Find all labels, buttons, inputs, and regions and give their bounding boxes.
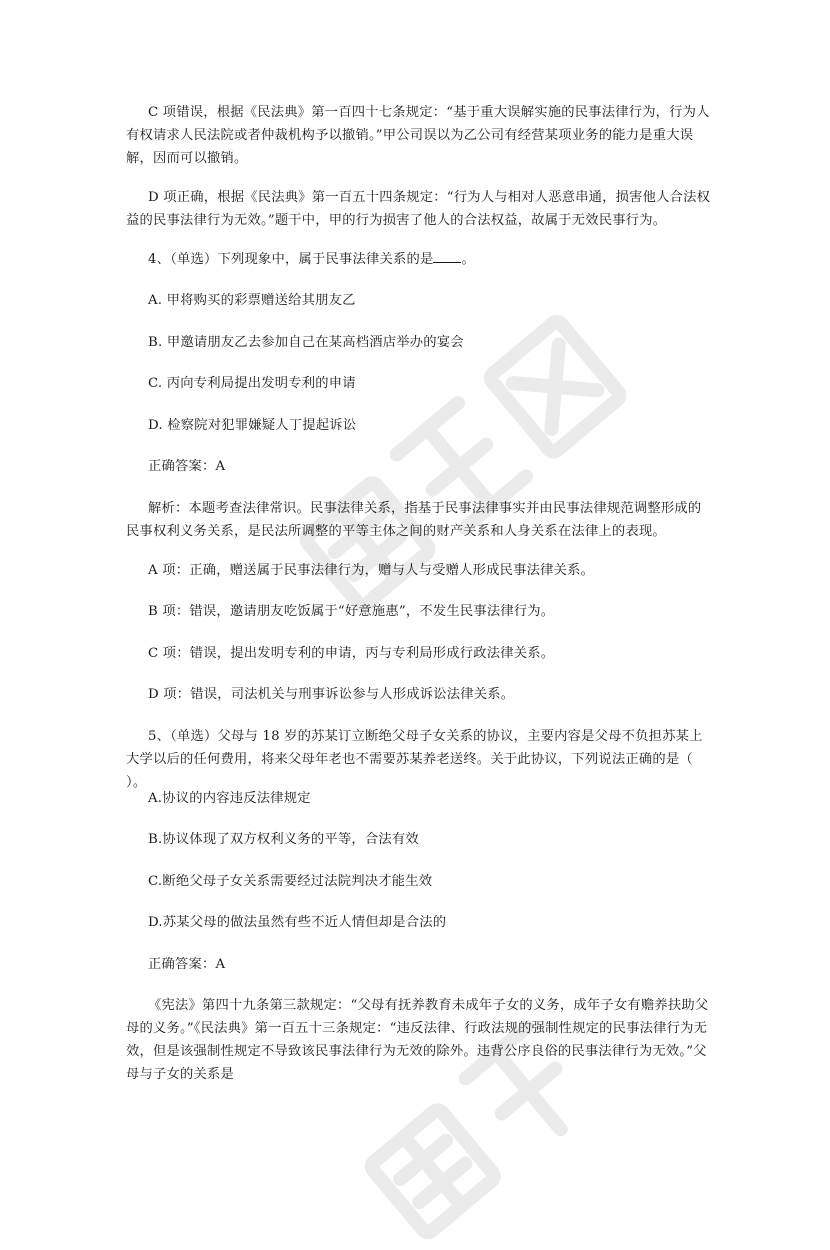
- question-4-option-d: D. 检察院对犯罪嫌疑人丁提起诉讼: [148, 418, 357, 433]
- question-4-end: 。: [461, 252, 475, 267]
- question-5-analysis: 《宪法》第四十九条第三款规定：“父母有抚养教育未成年子女的义务，成年子女有赡养扶助父母的义务。”《民法典》第一百五十三条规定：“违反法律、行政法规的强制性规定的民事法律行为无效，但是该强制性规定不导致该民事法律行为无效的除外。违背公序良俗的民事法律行为无效。”父母与子女的关系是: [126, 998, 709, 1082]
- option-c-explanation: C 项错误，根据《民法典》第一百四十七条规定：“基于重大误解实施的民事法律行为，行为人有权请求人民法院或者仲裁机构予以撤销。”甲公司误以为乙公司有经营某项业务的能力是重大误解，因而可以撤销。: [126, 105, 710, 166]
- question-5-option-c: C.断绝父母子女关系需要经过法院判决才能生效: [148, 874, 433, 889]
- question-5-stem: 5、（单选）父母与 18 岁的苏某订立断绝父母子女关系的协议，主要内容是父母不负担苏某上大学以后的任何费用，将来父母年老也不需要苏某养老送终。关于此协议，下列说法正确的是（ ）。: [126, 729, 703, 790]
- question-4-option-b: B. 甲邀请朋友乙去参加自己在某高档酒店举办的宴会: [148, 335, 464, 350]
- option-d-explanation: D 项正确，根据《民法典》第一百五十四条规定：“行为人与相对人恶意串通，损害他人合法权益的民事法律行为无效。”题干中，甲的行为损害了他人的合法权益，故属于无效民事行为。: [126, 190, 711, 228]
- question-4-answer: 正确答案：A: [148, 459, 226, 474]
- question-5-option-b: B.协议体现了双方权利义务的平等，合法有效: [148, 832, 419, 847]
- question-4-text: 4、（单选）下列现象中，属于民事法律关系的是: [148, 252, 434, 267]
- question-4-option-a: A. 甲将购买的彩票赠送给其朋友乙: [148, 293, 356, 308]
- answer-blank: [433, 250, 461, 263]
- question-4-option-c: C. 丙向专利局提出发明专利的申请: [148, 376, 356, 391]
- question-4-stem: [126, 248, 712, 271]
- question-5-option-a: A.协议的内容违反法律规定: [148, 791, 311, 806]
- question-4-explain-a: A 项：正确，赠送属于民事法律行为，赠与人与受赠人形成民事法律关系。: [148, 563, 595, 578]
- question-5-option-d: D.苏某父母的做法虽然有些不近人情但却是合法的: [148, 915, 447, 930]
- question-4-explain-b: B 项：错误，邀请朋友吃饭属于“好意施惠”，不发生民事法律行为。: [148, 604, 555, 619]
- question-4-analysis: 解析：本题考查法律常识。民事法律关系，指基于民事法律事实并由民事法律规范调整形成的民事权利义务关系，是民法所调整的平等主体之间的财产关系和人身关系在法律上的表现。: [126, 501, 702, 539]
- question-4-explain-d: D 项：错误，司法机关与刑事诉讼参与人形成诉讼法律关系。: [148, 687, 515, 702]
- question-5-answer: 正确答案：A: [148, 957, 226, 972]
- question-4-explain-c: C 项：错误，提出发明专利的申请，丙与专利局形成行政法律关系。: [148, 646, 555, 661]
